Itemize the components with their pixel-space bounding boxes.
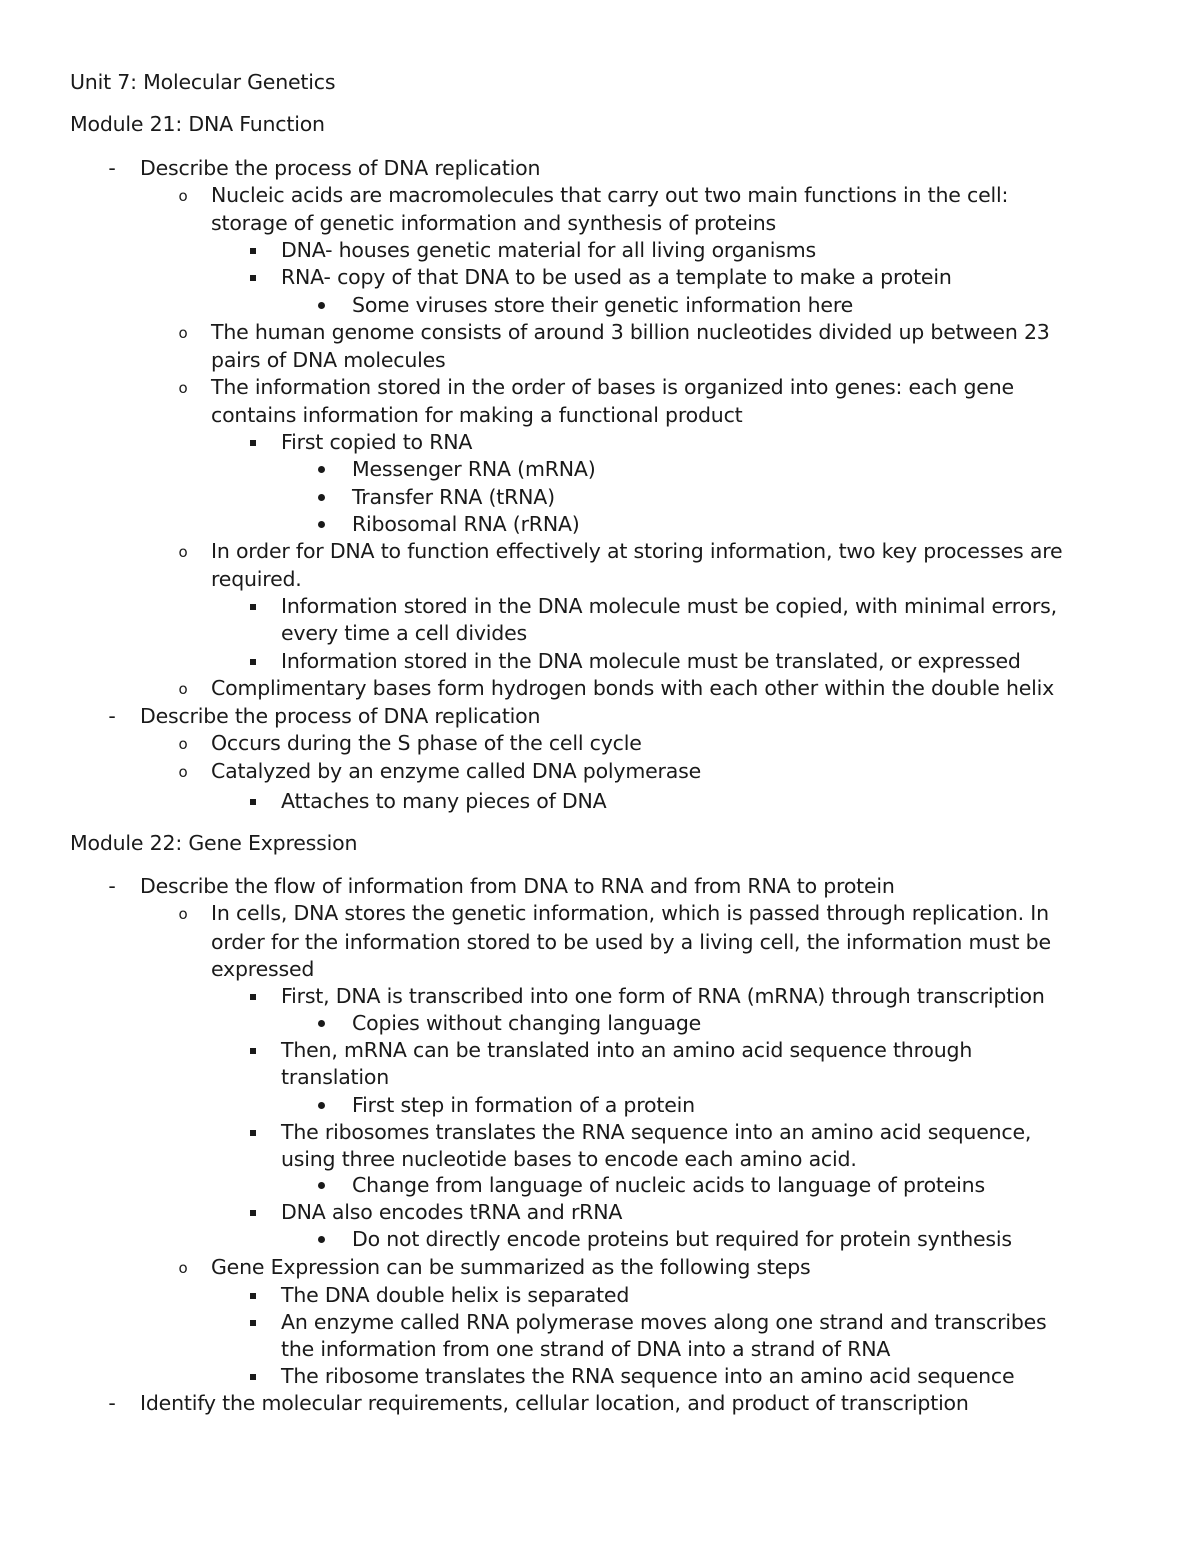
- square-bullet-icon: [245, 593, 261, 620]
- list-item-continued: pairs of DNA molecules: [211, 348, 446, 372]
- square-bullet-icon: [245, 648, 261, 675]
- list-item-continued: contains information for making a functional product: [211, 403, 743, 427]
- list-item: The ribosome translates the RNA sequence into an amino acid sequence: [281, 1364, 1015, 1388]
- list-item: Information stored in the DNA molecule must be translated, or expressed: [281, 649, 1021, 673]
- round-bullet-icon: [313, 1226, 329, 1253]
- list-item-continued: storage of genetic information and synthesis of proteins: [211, 211, 776, 235]
- circle-marker: o: [178, 187, 188, 205]
- dash-marker: -: [108, 156, 116, 180]
- circle-marker: o: [178, 543, 188, 561]
- list-item: Transfer RNA (tRNA): [352, 485, 555, 509]
- round-bullet-icon: [313, 1092, 329, 1119]
- list-item: Describe the process of DNA replication: [140, 704, 541, 728]
- circle-marker: o: [178, 735, 188, 753]
- list-item: Messenger RNA (mRNA): [352, 457, 596, 481]
- list-item: Then, mRNA can be translated into an amino acid sequence through: [281, 1038, 973, 1062]
- module-22-title: Module 22: Gene Expression: [70, 831, 358, 855]
- list-item: First step in formation of a protein: [352, 1093, 695, 1117]
- round-bullet-icon: [313, 484, 329, 511]
- square-bullet-icon: [245, 1363, 261, 1390]
- circle-marker: o: [178, 324, 188, 342]
- square-bullet-icon: [245, 788, 261, 815]
- list-item: Catalyzed by an enzyme called DNA polymerase: [211, 759, 702, 783]
- list-item-continued: the information from one strand of DNA into a strand of RNA: [281, 1337, 891, 1361]
- dash-marker: -: [108, 874, 116, 898]
- list-item: Some viruses store their genetic information here: [352, 293, 854, 317]
- list-item: The DNA double helix is separated: [281, 1283, 630, 1307]
- list-item: Identify the molecular requirements, cellular location, and product of transcription: [140, 1391, 969, 1415]
- unit-title: Unit 7: Molecular Genetics: [70, 70, 336, 94]
- list-item-continued: order for the information stored to be used by a living cell, the information must be: [211, 930, 1051, 954]
- square-bullet-icon: [245, 1199, 261, 1226]
- list-item: The ribosomes translates the RNA sequence into an amino acid sequence,: [281, 1120, 1032, 1144]
- dash-marker: -: [108, 1391, 116, 1415]
- list-item: In cells, DNA stores the genetic information, which is passed through replication. In: [211, 901, 1049, 925]
- list-item: Do not directly encode proteins but required for protein synthesis: [352, 1227, 1012, 1251]
- list-item-continued: every time a cell divides: [281, 621, 527, 645]
- round-bullet-icon: [313, 456, 329, 483]
- list-item: Complimentary bases form hydrogen bonds with each other within the double helix: [211, 676, 1055, 700]
- square-bullet-icon: [245, 237, 261, 264]
- list-item: Attaches to many pieces of DNA: [281, 789, 607, 813]
- list-item-continued: required.: [211, 567, 302, 591]
- list-item: RNA- copy of that DNA to be used as a template to make a protein: [281, 265, 952, 289]
- list-item: Change from language of nucleic acids to language of proteins: [352, 1173, 985, 1197]
- list-item: Ribosomal RNA (rRNA): [352, 512, 580, 536]
- list-item: An enzyme called RNA polymerase moves along one strand and transcribes: [281, 1310, 1047, 1334]
- dash-marker: -: [108, 704, 116, 728]
- list-item: First, DNA is transcribed into one form of RNA (mRNA) through transcription: [281, 984, 1045, 1008]
- circle-marker: o: [178, 379, 188, 397]
- list-item: Describe the flow of information from DNA to RNA and from RNA to protein: [140, 874, 895, 898]
- square-bullet-icon: [245, 983, 261, 1010]
- list-item: DNA also encodes tRNA and rRNA: [281, 1200, 623, 1224]
- circle-marker: o: [178, 905, 188, 923]
- list-item: First copied to RNA: [281, 430, 473, 454]
- list-item: Describe the process of DNA replication: [140, 156, 541, 180]
- list-item-continued: expressed: [211, 957, 315, 981]
- list-item: The information stored in the order of bases is organized into genes: each gene: [211, 375, 1014, 399]
- square-bullet-icon: [245, 1309, 261, 1336]
- list-item: Nucleic acids are macromolecules that carry out two main functions in the cell:: [211, 183, 1009, 207]
- square-bullet-icon: [245, 1282, 261, 1309]
- round-bullet-icon: [313, 511, 329, 538]
- list-item-continued: using three nucleotide bases to encode each amino acid.: [281, 1147, 857, 1171]
- list-item: In order for DNA to function effectively at storing information, two key processes are: [211, 539, 1063, 563]
- list-item: Gene Expression can be summarized as the following steps: [211, 1255, 811, 1279]
- circle-marker: o: [178, 680, 188, 698]
- round-bullet-icon: [313, 292, 329, 319]
- circle-marker: o: [178, 1259, 188, 1277]
- list-item: The human genome consists of around 3 billion nucleotides divided up between 23: [211, 320, 1050, 344]
- list-item: Copies without changing language: [352, 1011, 702, 1035]
- round-bullet-icon: [313, 1172, 329, 1199]
- square-bullet-icon: [245, 264, 261, 291]
- list-item: Occurs during the S phase of the cell cycle: [211, 731, 642, 755]
- list-item: Information stored in the DNA molecule must be copied, with minimal errors,: [281, 594, 1057, 618]
- square-bullet-icon: [245, 1037, 261, 1064]
- square-bullet-icon: [245, 1119, 261, 1146]
- round-bullet-icon: [313, 1010, 329, 1037]
- list-item-continued: translation: [281, 1065, 390, 1089]
- list-item: DNA- houses genetic material for all living organisms: [281, 238, 816, 262]
- module-21-title: Module 21: DNA Function: [70, 112, 325, 136]
- square-bullet-icon: [245, 429, 261, 456]
- circle-marker: o: [178, 763, 188, 781]
